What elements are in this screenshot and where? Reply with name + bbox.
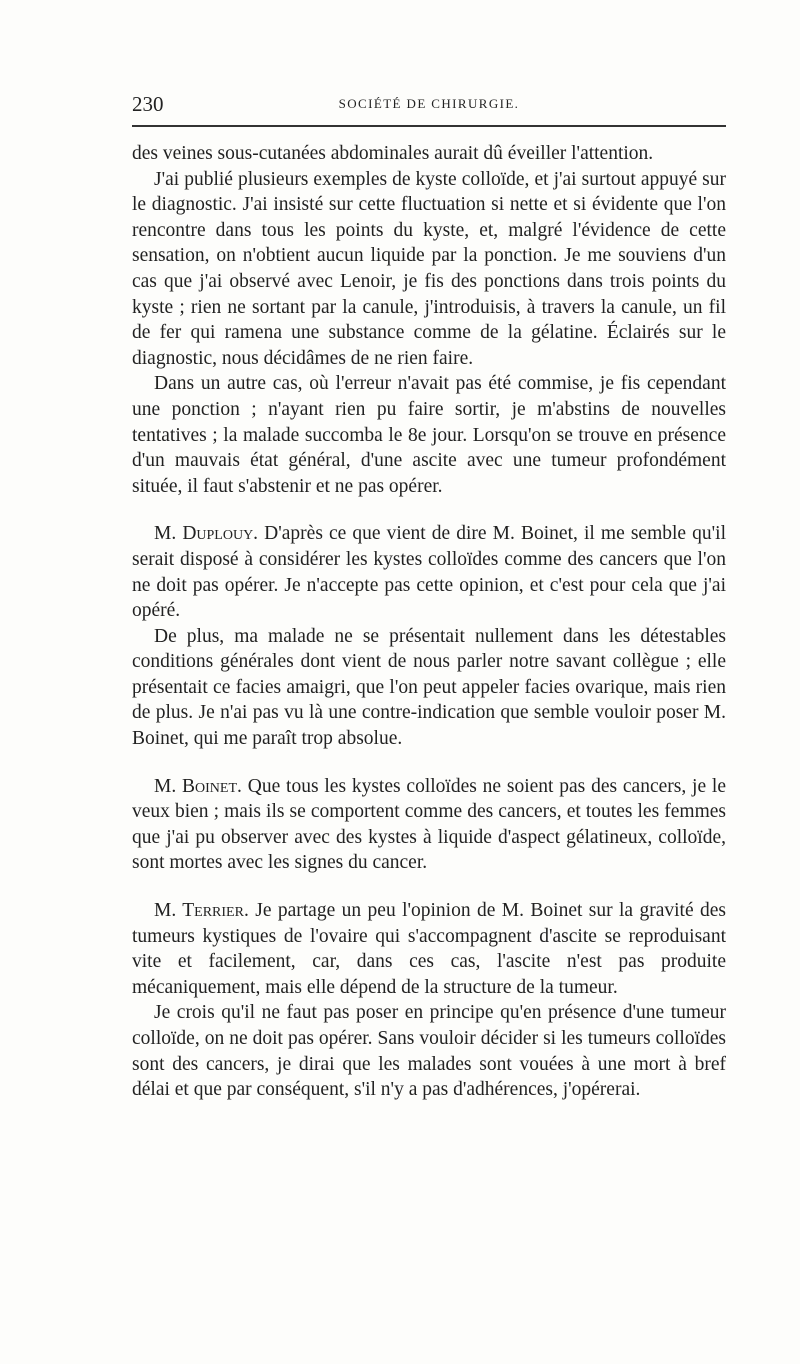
speaker-name: M. Boinet.: [154, 775, 242, 797]
paragraph: [132, 167, 726, 372]
page-header: [132, 92, 726, 116]
paragraph: [132, 141, 726, 167]
page-number: 230: [132, 92, 164, 116]
speaker-name: M. Terrier.: [154, 900, 249, 922]
paragraph: [132, 1000, 726, 1102]
speaker-name: M. Duplouy.: [154, 523, 259, 545]
section-gap: [132, 499, 726, 521]
running-title: SOCIÉTÉ DE CHIRURGIE.: [338, 96, 520, 111]
paragraph-text: De plus, ma malade ne se présentait nullement dans les détestables conditions générales dont vient de nous parler notre savant collègue ; elle présentait ce facies amaigri, que l'on peut appeler facies ovarique, mais rien de plus. Je n'ai pas vu là une contre-indication que semble vouloir poser M. Boinet, qui me paraît trop absolue.: [132, 625, 726, 750]
page-body: [132, 141, 726, 1103]
paragraph-text: Que tous les kystes colloïdes ne soient pas des cancers, je le veux bien ; mais ils se comportent comme des cancers, et toutes les femmes que j'ai pu observer avec des kystes à liquide d'aspect gélatineux, colloïde, sont mortes avec les signes du cancer.: [132, 775, 726, 874]
speaker-paragraph: [132, 521, 726, 623]
header-rule: [132, 125, 726, 127]
paragraph-text: Je crois qu'il ne faut pas poser en principe qu'en présence d'une tumeur colloïde, on ne doit pas opérer. Sans vouloir décider si les tumeurs colloïdes sont des cancers, je dirai que les malades sont vouées à une mort à bref délai et que par conséquent, s'il n'y a pas d'adhérences, j'opérerai.: [132, 1002, 726, 1101]
paragraph-text: D'après ce que vient de dire M. Boinet, il me semble qu'il serait disposé à considérer les kystes colloïdes comme des cancers que l'on ne doit pas opérer. Je n'accepte pas cette opinion, et c'est pour cela que j'ai opéré.: [132, 523, 727, 622]
speaker-paragraph: [132, 774, 726, 876]
paragraph: [132, 371, 726, 499]
paragraph-text: Dans un autre cas, où l'erreur n'avait pas été commise, je fis cependant une ponction ; n'ayant rien pu faire sortir, je m'abstins de nouvelles tentatives ; la malade succomba le 8e jour. Lorsqu'on se trouve en présence d'un mauvais état général, d'une ascite avec une tumeur profondément située, il faut s'abstenir et ne pas opérer.: [132, 373, 726, 497]
paragraph-text: Je partage un peu l'opinion de M. Boinet sur la gravité des tumeurs kystiques de l'ovaire qui s'accompagnent d'ascite se reproduisant vite et facilement, car, dans ces cas, l'ascite n'est pas produite mécaniquement, mais elle dépend de la structure de la tumeur.: [132, 900, 727, 998]
paragraph-text: J'ai publié plusieurs exemples de kyste colloïde, et j'ai surtout appuyé sur le diagnostic. J'ai insisté sur cette fluctuation si nette et si évidente que l'on rencontre dans tous les points du kyste, et, malgré l'évidence de cette sensation, on n'obtient aucun liquide par la ponction. Je me souviens d'un cas que j'ai observé avec Lenoir, je fis des ponctions dans trois points du kyste ; rien ne sortant par la canule, j'introduisis, à travers la canule, un fil de fer qui ramena une substance comme de la gélatine. Éclairés sur le diagnostic, nous décidâmes de ne rien faire.: [132, 168, 726, 369]
paragraph-text: des veines sous-cutanées abdominales aurait dû éveiller l'attention.: [132, 143, 654, 164]
section-gap: [132, 876, 726, 898]
section-gap: [132, 752, 726, 774]
paragraph: [132, 624, 726, 752]
speaker-paragraph: [132, 898, 726, 1000]
